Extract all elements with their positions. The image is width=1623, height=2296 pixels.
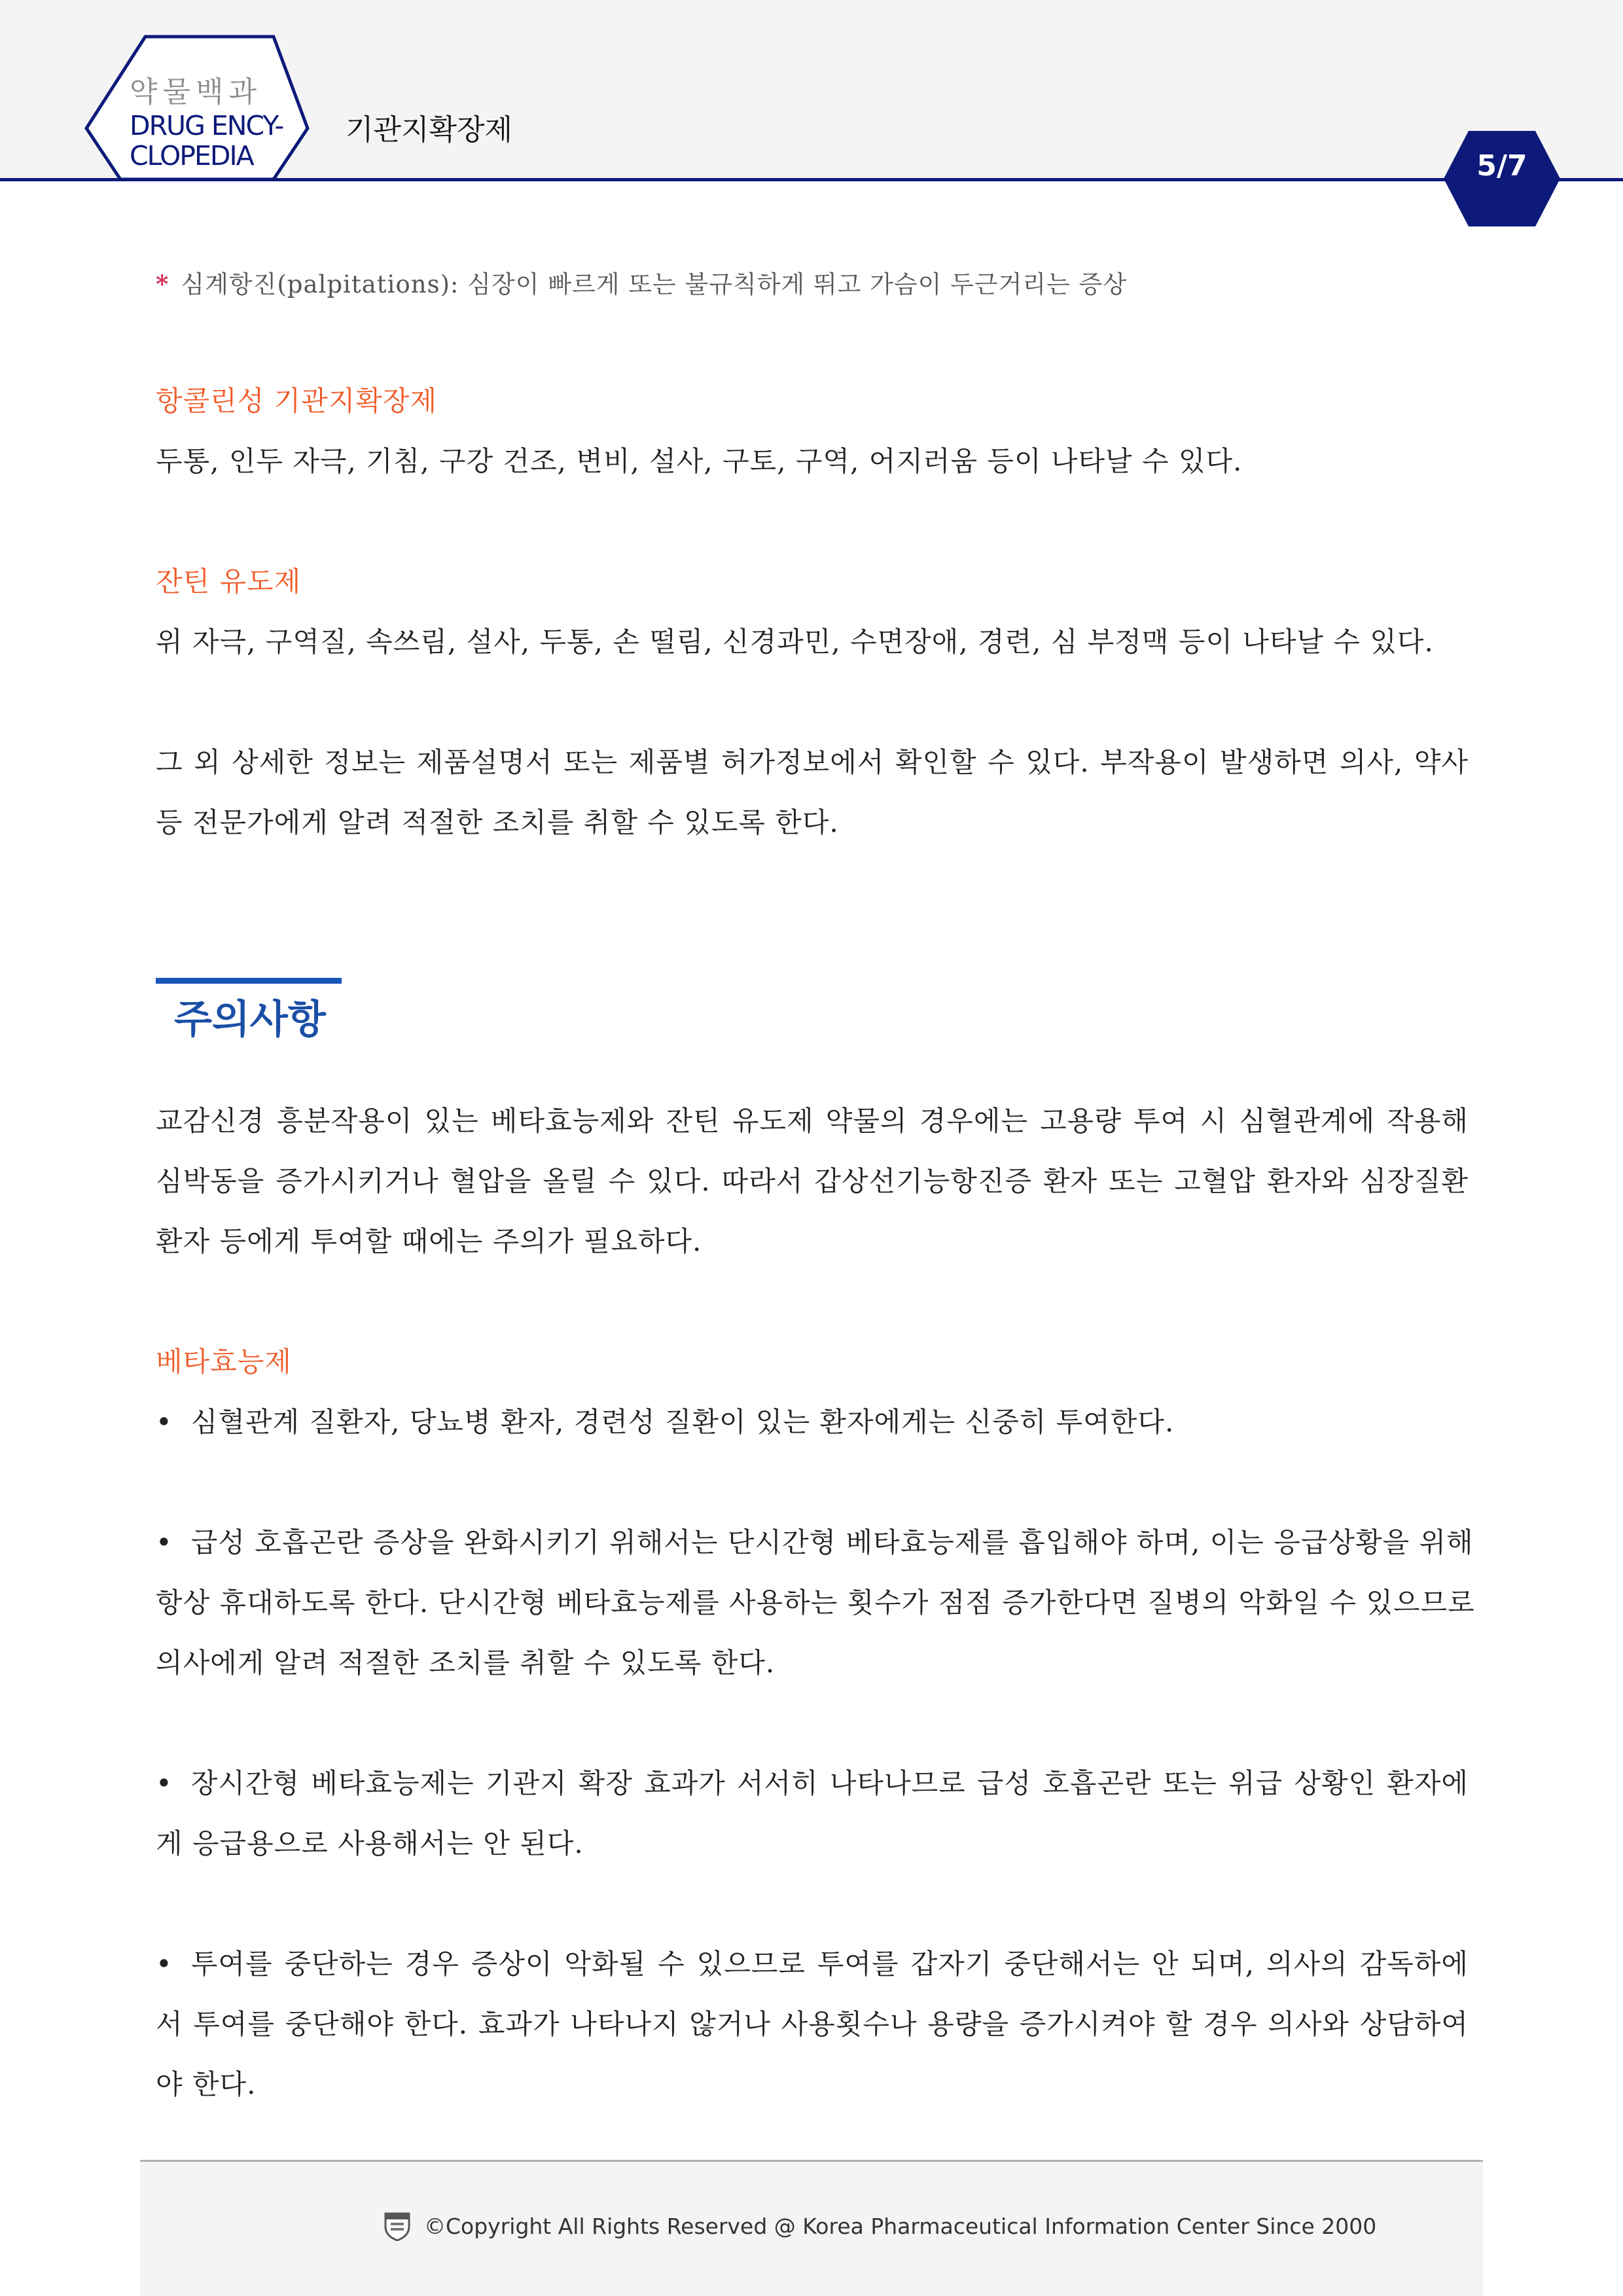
bullet-1-line-1 xyxy=(156,1401,1174,1440)
logo-korean-text: 약물백과 xyxy=(130,75,262,109)
bullet-3-text: 장시간형 베타효능제는 기관지 확장 효과가 서서히 나타나므로 급성 호흡곤란 또는 위급 상황인 환자에 xyxy=(190,1767,1469,1799)
kpic-shield-icon xyxy=(383,2211,412,2241)
bullet-1-text: 심혈관계 질환자, 당뇨병 환자, 경련성 질환이 있는 환자에게는 신중히 투여한다. xyxy=(190,1406,1175,1438)
section-accent-bar xyxy=(156,978,342,984)
bullet-2-line-3: 의사에게 알려 적절한 조치를 취할 수 있도록 한다. xyxy=(156,1647,776,1679)
bullet-4-line-3: 야 한다. xyxy=(156,2068,257,2100)
anticholinergic-heading: 항콜린성 기관지확장제 xyxy=(156,385,438,417)
anticholinergic-text: 두통, 인두 자극, 기침, 구강 건조, 변비, 설사, 구토, 구역, 어지러움 등이 나타날 수 있다. xyxy=(156,445,1243,477)
precautions-intro-line-1: 교감신경 흥분작용이 있는 베타효능제와 잔틴 유도제 약물의 경우에는 고용량 투여 시 심혈관계에 작용해 xyxy=(156,1105,1469,1137)
page-indicator: 5/7 xyxy=(1476,149,1527,183)
note-text: 심계항진(palpitations): 심장이 빠르게 또는 불규칙하게 뛰고 가슴이 두근거리는 증상 xyxy=(181,270,1128,298)
bullet-4-text: 투여를 중단하는 경우 증상이 악화될 수 있으므로 투여를 갑자기 중단해서는 안 되며, 의사의 감독하에 xyxy=(190,1948,1469,1980)
bullet-marker: • xyxy=(156,1767,173,1799)
header-rule xyxy=(0,178,1623,181)
precautions-title: 주의사항 xyxy=(174,997,326,1043)
bullet-4-line-2: 서 투여를 중단해야 한다. 효과가 나타나지 않거나 사용횟수나 용량을 증가시켜야 할 경우 의사와 상담하여 xyxy=(156,2008,1469,2040)
bullet-marker: • xyxy=(156,1948,173,1980)
other-info-line-1: 그 외 상세한 정보는 제품설명서 또는 제품별 허가정보에서 확인할 수 있다. 부작용이 발생하면 의사, 약사 xyxy=(156,746,1469,778)
precautions-intro-line-2: 심박동을 증가시키거나 혈압을 올릴 수 있다. 따라서 갑상선기능항진증 환자 또는 고혈압 환자와 심장질환 xyxy=(156,1165,1469,1197)
other-info-line-2: 등 전문가에게 알려 적절한 조치를 취할 수 있도록 한다. xyxy=(156,806,839,838)
precautions-intro-line-3: 환자 등에게 투여할 때에는 주의가 필요하다. xyxy=(156,1225,702,1257)
bullet-2-text: 급성 호흡곤란 증상을 완화시키기 위해서는 단시간형 베타효능제를 흡입해야 하며, 이는 응급상황을 위해 xyxy=(190,1526,1474,1558)
note-asterisk: * xyxy=(156,270,169,298)
bullet-2-line-1 xyxy=(156,1521,1474,1560)
logo-english-line1: DRUG ENCY- xyxy=(130,110,283,141)
bullet-2-line-2: 항상 휴대하도록 한다. 단시간형 베타효능제를 사용하는 횟수가 점점 증가한다면 질병의 악화일 수 있으므로 xyxy=(156,1587,1475,1619)
xanthine-text: 위 자극, 구역질, 속쓰림, 설사, 두통, 손 떨림, 신경과민, 수면장애, 경련, 심 부정맥 등이 나타날 수 있다. xyxy=(156,626,1434,658)
palpitation-note xyxy=(156,264,1127,300)
bullet-marker: • xyxy=(156,1406,173,1438)
footer-rule xyxy=(140,2160,1483,2162)
beta-agonist-heading: 베타효능제 xyxy=(156,1346,292,1378)
document-title: 기관지확장제 xyxy=(346,113,513,147)
bullet-marker: • xyxy=(156,1526,173,1558)
logo-english-line2: CLOPEDIA xyxy=(130,140,253,171)
bullet-4-line-1 xyxy=(156,1943,1469,1982)
bullet-3-line-2: 게 응급용으로 사용해서는 안 된다. xyxy=(156,1827,584,1859)
xanthine-heading: 잔틴 유도제 xyxy=(156,565,302,598)
bullet-3-line-1 xyxy=(156,1762,1469,1801)
copyright-text: ©Copyright All Rights Reserved @ Korea Pharmaceutical Information Center Since 2000 xyxy=(424,2214,1377,2239)
